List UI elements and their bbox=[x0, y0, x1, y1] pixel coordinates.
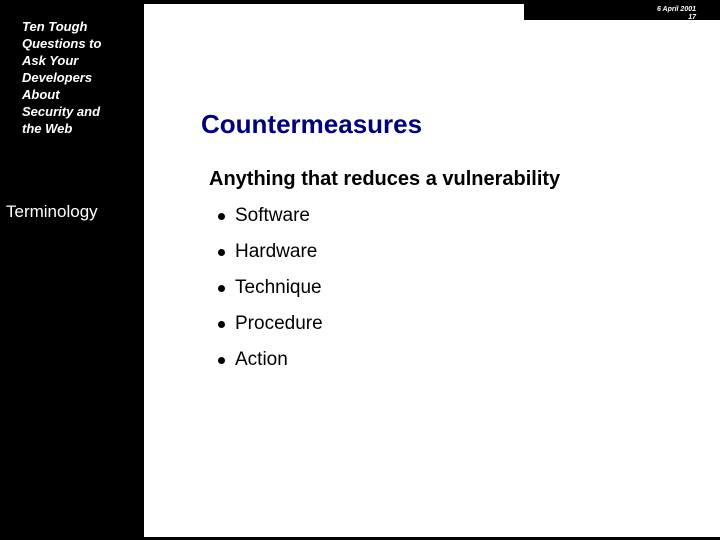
header-date bbox=[657, 6, 696, 22]
presentation-title-line: Developers bbox=[22, 70, 93, 85]
date-text: 6 April 2001 bbox=[656, 6, 696, 13]
presentation-title-line: the Web bbox=[22, 121, 73, 136]
bullet-dot-icon bbox=[218, 249, 225, 256]
bullet-dot-icon bbox=[218, 357, 225, 364]
section-label: Terminology bbox=[6, 202, 98, 221]
presentation-title-line: Questions to bbox=[22, 36, 102, 51]
presentation-title bbox=[22, 18, 132, 137]
bullet-item bbox=[218, 234, 323, 270]
bullet-dot-icon bbox=[218, 213, 225, 220]
presentation-title-line: Security and bbox=[22, 104, 101, 119]
lead-statement: Anything that reduces a vulnerability bbox=[209, 168, 561, 190]
bullet-item bbox=[218, 342, 323, 378]
bullet-text: Hardware bbox=[235, 241, 318, 262]
presentation-title-line: About bbox=[22, 87, 60, 102]
bullet-item bbox=[218, 270, 323, 306]
bullet-dot-icon bbox=[218, 321, 225, 328]
page-number: 17 bbox=[688, 14, 696, 21]
bullet-text: Procedure bbox=[235, 313, 323, 334]
bullet-list bbox=[218, 198, 323, 378]
bullet-dot-icon bbox=[218, 285, 225, 292]
bullet-text: Software bbox=[235, 205, 310, 226]
bullet-text: Technique bbox=[235, 277, 322, 298]
presentation-title-line: Ten Tough bbox=[22, 19, 88, 34]
bullet-item bbox=[218, 198, 323, 234]
bullet-text: Action bbox=[235, 349, 288, 370]
presentation-title-line: Ask Your bbox=[22, 53, 79, 68]
slide-title: Countermeasures bbox=[201, 109, 423, 139]
bullet-item bbox=[218, 306, 323, 342]
